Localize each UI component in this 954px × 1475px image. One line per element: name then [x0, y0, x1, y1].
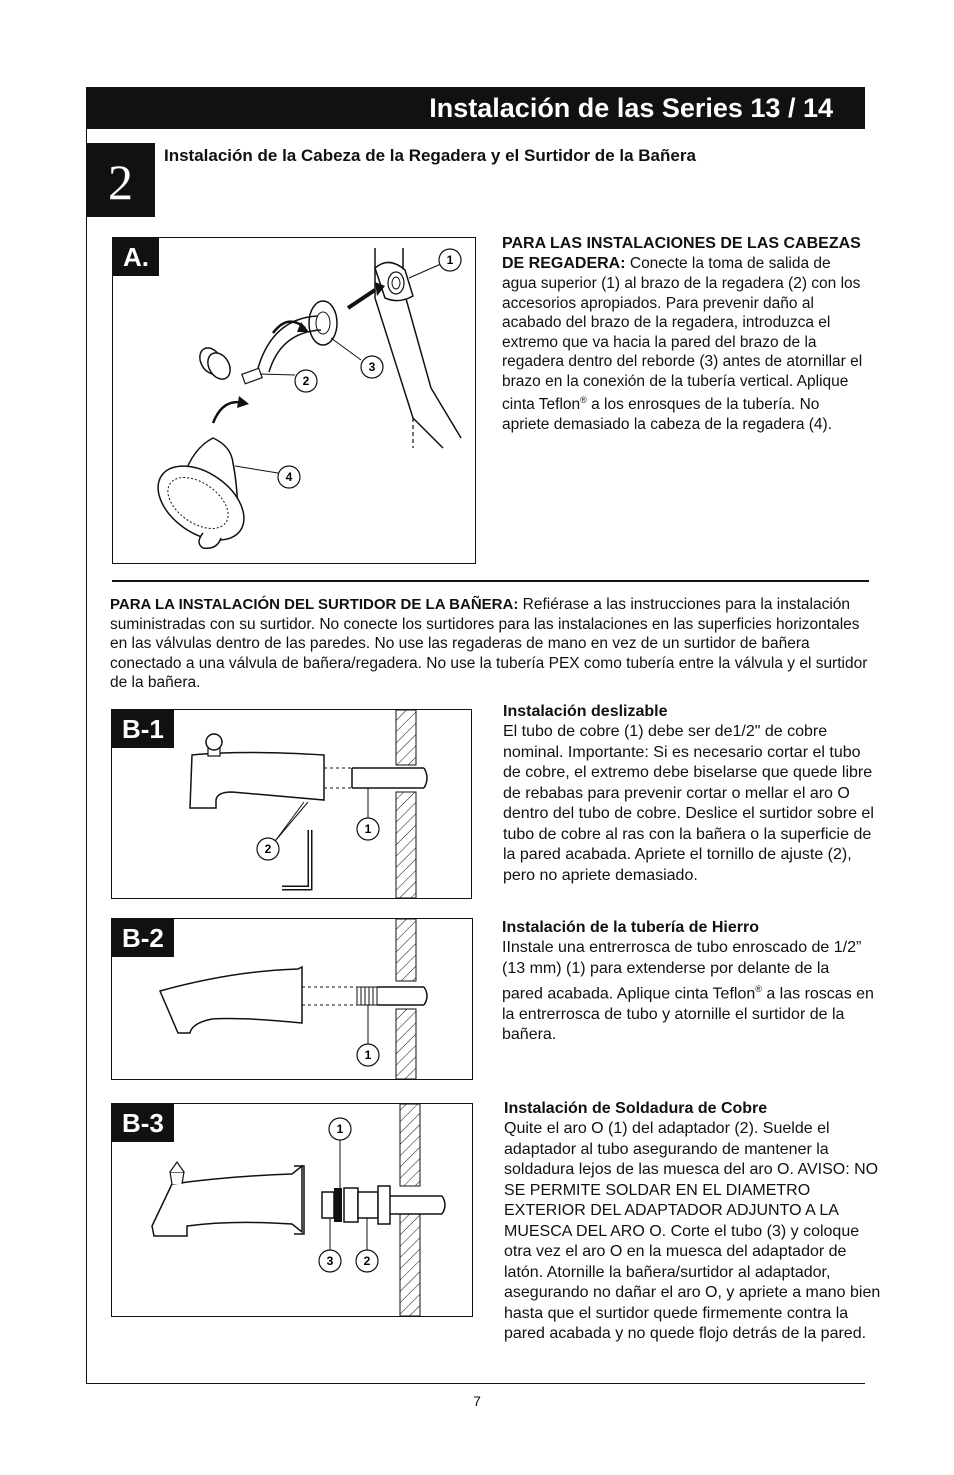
registered-mark-b2: ®	[755, 984, 762, 994]
registered-mark: ®	[580, 395, 587, 405]
page-number: 7	[473, 1393, 481, 1409]
figure-a-callout-1: 1	[446, 253, 454, 267]
footer-rule	[86, 1383, 865, 1384]
section-a-body-end: a los enrosques de la tubería. No apriete demasiado la cabeza de la regadera (4).	[502, 396, 833, 433]
b1-body: El tubo de cobre (1) debe ser de1/2" de cobre nominal. Importante: Si es necesario cortar el tubo de cobre, el extremo debe biselarse que quede libre de rebabas para prevenir cortar o mellar el aro O dentro del tubo de cobre. Deslice el surtidor sobre el tubo de cobre al ras con la bañera o la superficie de la pared acabada. Apriete el tornillo de ajuste (2), pero no apriete demasiado.	[503, 723, 874, 884]
figure-b1-tag: B-1	[112, 710, 174, 748]
b2-heading: Instalación de la tubería de Hierro	[502, 919, 759, 936]
b1-text	[503, 702, 875, 886]
figure-a-callout-4: 4	[285, 470, 293, 484]
figure-b2-callout-1: 1	[364, 1048, 372, 1062]
figure-b3-callout-2: 2	[363, 1254, 371, 1268]
figure-b3-callout-3: 3	[326, 1254, 334, 1268]
figure-b1-callout-1: 1	[364, 822, 372, 836]
left-margin-rule	[86, 129, 87, 1383]
figure-b3-callout-1: 1	[336, 1122, 344, 1136]
section-divider	[112, 580, 869, 582]
figure-a-tag: A.	[113, 238, 159, 276]
step-number-box: 2	[86, 143, 155, 217]
b2-body: IInstale una entrerrosca de tubo enroscado de 1/2” (13 mm) (1) para extenderse por delante de la pared acabada. Aplique cinta Teflon	[502, 939, 862, 1003]
step-title: Instalación de la Cabeza de la Regadera y el Surtidor de la Bañera	[164, 146, 696, 165]
copper-sweat-spout-illustration	[112, 1104, 472, 1316]
slip-fit-spout-illustration	[112, 710, 471, 898]
b1-heading: Instalación deslizable	[503, 703, 668, 720]
figure-b3-tag: B-3	[112, 1104, 174, 1142]
tub-spout-heading: PARA LA INSTALACIÓN DEL SURTIDOR DE LA BAÑERA:	[110, 596, 519, 613]
figure-b1-callout-2: 2	[264, 842, 272, 856]
figure-b2-tag: B-2	[112, 919, 174, 957]
b3-heading: Instalación de Soldadura de Cobre	[504, 1100, 768, 1117]
b3-body: Quite el aro O (1) del adaptador (2). Suelde el adaptador al tubo asegurando de mantener la soldadura lejos de las muesca del aro O. AVISO: NO SE PERMITE SOLDAR EN EL DIAMETRO EXTERIOR DEL ADAPTADOR ADJUNTO A LA MUESCA DEL ARO O. Corte el tubo (3) y coloque otra vez el aro O en la muesca del adaptador de latón. Atornille la bañera/surtidor al adaptador, asegurando no dañar el aro O, y apriete a mano bien hasta que el surtidor quede firmemente contra la pared acabada y no quede flojo detrás de la pared.	[504, 1120, 881, 1342]
shower-head-illustration	[113, 238, 475, 563]
section-a-text	[502, 234, 864, 434]
page-title: Instalación de las Series 13 / 14	[429, 93, 833, 123]
iron-pipe-spout-illustration	[112, 919, 472, 1079]
section-a-heading: PARA LAS INSTALACIONES DE LAS CABEZAS DE REGADERA:	[502, 235, 861, 272]
section-a-body: Conecte la toma de salida de agua superior (1) al brazo de la regadera (2) con los accesorios apropiados. Para prevenir daño al acabado del brazo de la regadera, introduzca el extremo que va hacia la pared del brazo de la regadera dentro del reborde (3) antes de atornillar el brazo en la conexión de la tubería vertical. Aplique cinta Teflon	[502, 255, 863, 414]
b3-text	[504, 1099, 882, 1345]
tub-spout-intro	[110, 595, 870, 693]
b2-body-end: a las roscas en la entrerrosca de tubo y atornille el surtidor de la bañera.	[502, 985, 874, 1044]
figure-b2-panel	[111, 918, 473, 1080]
figure-b1-panel	[111, 709, 472, 899]
figure-a-callout-3: 3	[368, 360, 376, 374]
b2-text	[502, 918, 874, 1046]
header-bar	[86, 87, 865, 129]
tub-spout-body: Refiérase a las instrucciones para la instalación suministradas con su surtidor. No conecte los surtidores para las instalaciones en las superficies horizontales en las válvulas dentro de las paredes. No use las regaderas de mano en vez de un surtidor de bañera conectado a una válvula de bañera/regadera. No use la tubería PEX como tubería entre la válvula y el surtidor de la bañera.	[110, 596, 868, 691]
figure-a-callout-2: 2	[302, 374, 310, 388]
figure-b3-panel	[111, 1103, 473, 1317]
figure-a-panel	[112, 237, 476, 564]
